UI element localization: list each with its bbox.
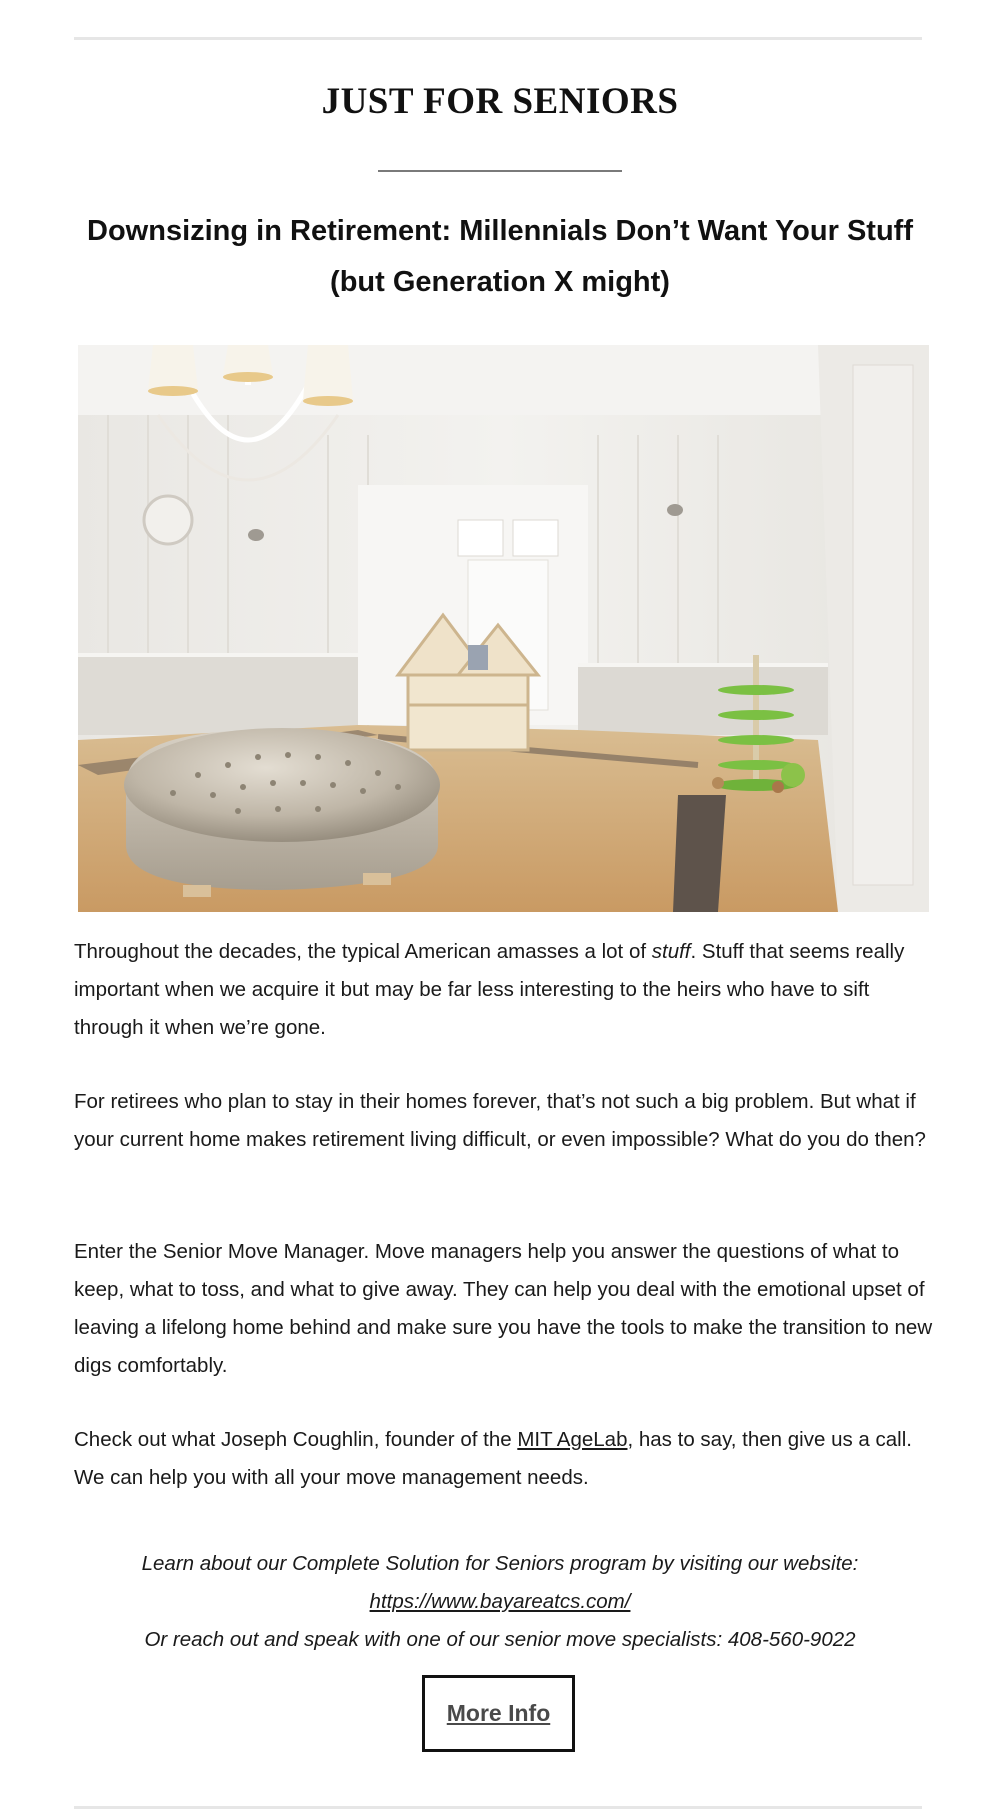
paragraph-1 <box>74 933 934 1047</box>
emphasis-stuff: stuff <box>651 940 691 963</box>
paragraph-1-text: Throughout the decades, the typical American amasses a lot of <box>74 940 652 963</box>
paragraph-4 <box>74 1421 934 1497</box>
top-divider <box>74 37 922 40</box>
paragraph-2: For retirees who plan to stay in their homes forever, that’s not such a big problem. But what if your current home makes retirement living difficult, or even impossible? What do you do then? <box>74 1090 926 1151</box>
hero-image <box>78 345 929 912</box>
brand-title: JUST FOR SENIORS <box>321 81 679 122</box>
bottom-divider <box>74 1806 922 1809</box>
cta-block <box>74 1545 926 1659</box>
mit-agelab-link[interactable]: MIT AgeLab <box>517 1428 628 1451</box>
more-info-button[interactable]: More Info <box>422 1675 575 1752</box>
website-link[interactable]: https://www.bayareatcs.com/ <box>369 1590 631 1613</box>
article-headline: Downsizing in Retirement: Millennials Don’t Want Your Stuff (but Generation X might) <box>87 215 913 298</box>
paragraph-3: Enter the Senior Move Manager. Move managers help you answer the questions of what to keep, what to toss, and what to give away. They can help you deal with the emotional upset of leaving a lifelong home behind and make sure you have the tools to make the transition to new digs comfortably. <box>74 1240 933 1377</box>
paragraph-4-text-cont: , has to say, then give us a call. We can help you with all your move management needs. <box>74 1428 912 1489</box>
paragraph-1-text-cont: . Stuff that seems really important when we acquire it but may be far less interesting to the heirs who have to sift through it when we’re gone. <box>74 940 905 1039</box>
title-underline <box>378 170 622 172</box>
cta-line-website: Learn about our Complete Solution for Seniors program by visiting our website: <box>141 1552 859 1575</box>
paragraph-4-text: Check out what Joseph Coughlin, founder of the <box>74 1428 518 1451</box>
cta-line-phone: Or reach out and speak with one of our senior move specialists: 408-560-9022 <box>144 1628 856 1651</box>
